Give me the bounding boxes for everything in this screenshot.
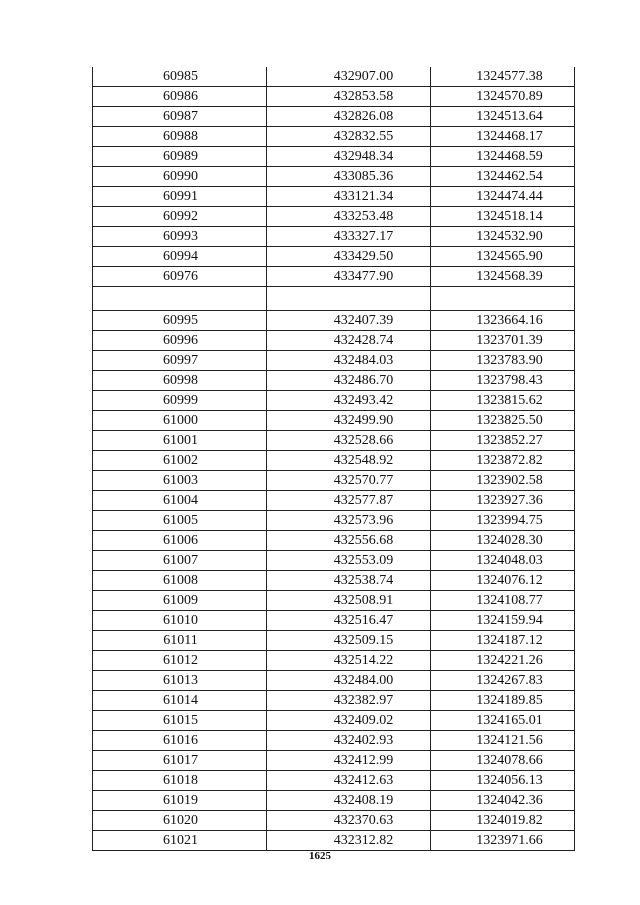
- x-coordinate-cell: 433477.90: [267, 267, 431, 287]
- table-row: [93, 431, 575, 451]
- point-number-cell: 60991: [93, 187, 267, 207]
- y-coordinate-cell: 1324532.90: [431, 227, 575, 247]
- x-coordinate-cell: 433085.36: [267, 167, 431, 187]
- x-coordinate-cell: 432484.00: [267, 671, 431, 691]
- y-coordinate-cell: 1324568.39: [431, 267, 575, 287]
- point-number-cell: 61014: [93, 691, 267, 711]
- x-coordinate-cell: 432493.42: [267, 391, 431, 411]
- table-row: [93, 591, 575, 611]
- table-row: [93, 127, 575, 147]
- point-number-cell: 60990: [93, 167, 267, 187]
- y-coordinate-cell: 1323815.62: [431, 391, 575, 411]
- y-coordinate-cell: 1324042.36: [431, 791, 575, 811]
- point-number-cell: 61006: [93, 531, 267, 551]
- point-number-cell: [93, 287, 267, 311]
- table-row: [93, 67, 575, 87]
- y-coordinate-cell: 1324577.38: [431, 67, 575, 87]
- point-number-cell: 60986: [93, 87, 267, 107]
- y-coordinate-cell: 1323701.39: [431, 331, 575, 351]
- x-coordinate-cell: 432402.93: [267, 731, 431, 751]
- x-coordinate-cell: 432570.77: [267, 471, 431, 491]
- y-coordinate-cell: 1324187.12: [431, 631, 575, 651]
- y-coordinate-cell: 1324221.26: [431, 651, 575, 671]
- table-row: [93, 351, 575, 371]
- table-row: [93, 671, 575, 691]
- point-number-cell: 61017: [93, 751, 267, 771]
- y-coordinate-cell: 1324513.64: [431, 107, 575, 127]
- point-number-cell: 61007: [93, 551, 267, 571]
- table-row: [93, 371, 575, 391]
- table-row: [93, 631, 575, 651]
- y-coordinate-cell: 1323852.27: [431, 431, 575, 451]
- table-row: [93, 207, 575, 227]
- y-coordinate-cell: 1324121.56: [431, 731, 575, 751]
- x-coordinate-cell: 432407.39: [267, 311, 431, 331]
- y-coordinate-cell: 1323927.36: [431, 491, 575, 511]
- x-coordinate-cell: 432548.92: [267, 451, 431, 471]
- y-coordinate-cell: 1323783.90: [431, 351, 575, 371]
- y-coordinate-cell: 1324267.83: [431, 671, 575, 691]
- y-coordinate-cell: 1324078.66: [431, 751, 575, 771]
- point-number-cell: 60998: [93, 371, 267, 391]
- point-number-cell: 60987: [93, 107, 267, 127]
- point-number-cell: 61021: [93, 831, 267, 851]
- point-number-cell: 60993: [93, 227, 267, 247]
- point-number-cell: 60995: [93, 311, 267, 331]
- table-row: [93, 551, 575, 571]
- coordinate-table-container: [92, 67, 574, 851]
- table-row: [93, 571, 575, 591]
- x-coordinate-cell: 432509.15: [267, 631, 431, 651]
- table-row: [93, 247, 575, 267]
- x-coordinate-cell: 432556.68: [267, 531, 431, 551]
- x-coordinate-cell: 432553.09: [267, 551, 431, 571]
- table-row: [93, 411, 575, 431]
- table-row: [93, 287, 575, 311]
- x-coordinate-cell: 432516.47: [267, 611, 431, 631]
- point-number-cell: 60988: [93, 127, 267, 147]
- x-coordinate-cell: 433429.50: [267, 247, 431, 267]
- point-number-cell: 61008: [93, 571, 267, 591]
- table-row: [93, 831, 575, 851]
- table-row: [93, 471, 575, 491]
- y-coordinate-cell: 1323902.58: [431, 471, 575, 491]
- x-coordinate-cell: 432907.00: [267, 67, 431, 87]
- table-row: [93, 227, 575, 247]
- y-coordinate-cell: 1324048.03: [431, 551, 575, 571]
- table-row: [93, 391, 575, 411]
- table-row: [93, 107, 575, 127]
- table-row: [93, 651, 575, 671]
- y-coordinate-cell: [431, 287, 575, 311]
- y-coordinate-cell: 1323798.43: [431, 371, 575, 391]
- x-coordinate-cell: 432573.96: [267, 511, 431, 531]
- x-coordinate-cell: 432528.66: [267, 431, 431, 451]
- y-coordinate-cell: 1324518.14: [431, 207, 575, 227]
- x-coordinate-cell: 432408.19: [267, 791, 431, 811]
- x-coordinate-cell: 432499.90: [267, 411, 431, 431]
- table-row: [93, 87, 575, 107]
- x-coordinate-cell: 432428.74: [267, 331, 431, 351]
- y-coordinate-cell: 1323994.75: [431, 511, 575, 531]
- x-coordinate-cell: 432412.63: [267, 771, 431, 791]
- y-coordinate-cell: 1324189.85: [431, 691, 575, 711]
- table-row: [93, 691, 575, 711]
- x-coordinate-cell: 432312.82: [267, 831, 431, 851]
- y-coordinate-cell: 1324570.89: [431, 87, 575, 107]
- point-number-cell: 61003: [93, 471, 267, 491]
- point-number-cell: 60997: [93, 351, 267, 371]
- table-row: [93, 791, 575, 811]
- x-coordinate-cell: 432409.02: [267, 711, 431, 731]
- point-number-cell: 61018: [93, 771, 267, 791]
- point-number-cell: 61019: [93, 791, 267, 811]
- point-number-cell: 61005: [93, 511, 267, 531]
- x-coordinate-cell: 433253.48: [267, 207, 431, 227]
- point-number-cell: 61009: [93, 591, 267, 611]
- x-coordinate-cell: 433121.34: [267, 187, 431, 207]
- point-number-cell: 60992: [93, 207, 267, 227]
- table-row: [93, 311, 575, 331]
- table-row: [93, 711, 575, 731]
- table-row: [93, 331, 575, 351]
- point-number-cell: 60996: [93, 331, 267, 351]
- point-number-cell: 61004: [93, 491, 267, 511]
- point-number-cell: 60989: [93, 147, 267, 167]
- y-coordinate-cell: 1323825.50: [431, 411, 575, 431]
- y-coordinate-cell: 1324462.54: [431, 167, 575, 187]
- point-number-cell: 61013: [93, 671, 267, 691]
- y-coordinate-cell: 1324468.17: [431, 127, 575, 147]
- x-coordinate-cell: 432832.55: [267, 127, 431, 147]
- table-row: [93, 167, 575, 187]
- point-number-cell: 60976: [93, 267, 267, 287]
- x-coordinate-cell: 432514.22: [267, 651, 431, 671]
- table-row: [93, 451, 575, 471]
- point-number-cell: 61015: [93, 711, 267, 731]
- table-row: [93, 751, 575, 771]
- x-coordinate-cell: 432538.74: [267, 571, 431, 591]
- y-coordinate-cell: 1323872.82: [431, 451, 575, 471]
- point-number-cell: 61002: [93, 451, 267, 471]
- point-number-cell: 61000: [93, 411, 267, 431]
- y-coordinate-cell: 1324165.01: [431, 711, 575, 731]
- x-coordinate-cell: 432412.99: [267, 751, 431, 771]
- coordinate-table-body: [93, 67, 575, 851]
- table-row: [93, 147, 575, 167]
- y-coordinate-cell: 1324056.13: [431, 771, 575, 791]
- y-coordinate-cell: 1324565.90: [431, 247, 575, 267]
- point-number-cell: 61020: [93, 811, 267, 831]
- point-number-cell: 60994: [93, 247, 267, 267]
- x-coordinate-cell: 432826.08: [267, 107, 431, 127]
- point-number-cell: 61001: [93, 431, 267, 451]
- table-row: [93, 811, 575, 831]
- y-coordinate-cell: 1324019.82: [431, 811, 575, 831]
- table-row: [93, 771, 575, 791]
- x-coordinate-cell: [267, 287, 431, 311]
- x-coordinate-cell: 432577.87: [267, 491, 431, 511]
- table-row: [93, 511, 575, 531]
- table-row: [93, 187, 575, 207]
- point-number-cell: 61011: [93, 631, 267, 651]
- table-row: [93, 531, 575, 551]
- page-number: 1625: [309, 850, 331, 862]
- y-coordinate-cell: 1323664.16: [431, 311, 575, 331]
- table-row: [93, 731, 575, 751]
- y-coordinate-cell: 1324474.44: [431, 187, 575, 207]
- table-row: [93, 267, 575, 287]
- point-number-cell: 60985: [93, 67, 267, 87]
- y-coordinate-cell: 1324076.12: [431, 571, 575, 591]
- y-coordinate-cell: 1324159.94: [431, 611, 575, 631]
- table-row: [93, 491, 575, 511]
- x-coordinate-cell: 432853.58: [267, 87, 431, 107]
- table-row: [93, 611, 575, 631]
- x-coordinate-cell: 432370.63: [267, 811, 431, 831]
- x-coordinate-cell: 432508.91: [267, 591, 431, 611]
- coordinate-table: [92, 67, 575, 851]
- point-number-cell: 61016: [93, 731, 267, 751]
- x-coordinate-cell: 432948.34: [267, 147, 431, 167]
- x-coordinate-cell: 433327.17: [267, 227, 431, 247]
- x-coordinate-cell: 432382.97: [267, 691, 431, 711]
- y-coordinate-cell: 1324028.30: [431, 531, 575, 551]
- y-coordinate-cell: 1323971.66: [431, 831, 575, 851]
- y-coordinate-cell: 1324108.77: [431, 591, 575, 611]
- y-coordinate-cell: 1324468.59: [431, 147, 575, 167]
- x-coordinate-cell: 432484.03: [267, 351, 431, 371]
- point-number-cell: 60999: [93, 391, 267, 411]
- x-coordinate-cell: 432486.70: [267, 371, 431, 391]
- point-number-cell: 61012: [93, 651, 267, 671]
- point-number-cell: 61010: [93, 611, 267, 631]
